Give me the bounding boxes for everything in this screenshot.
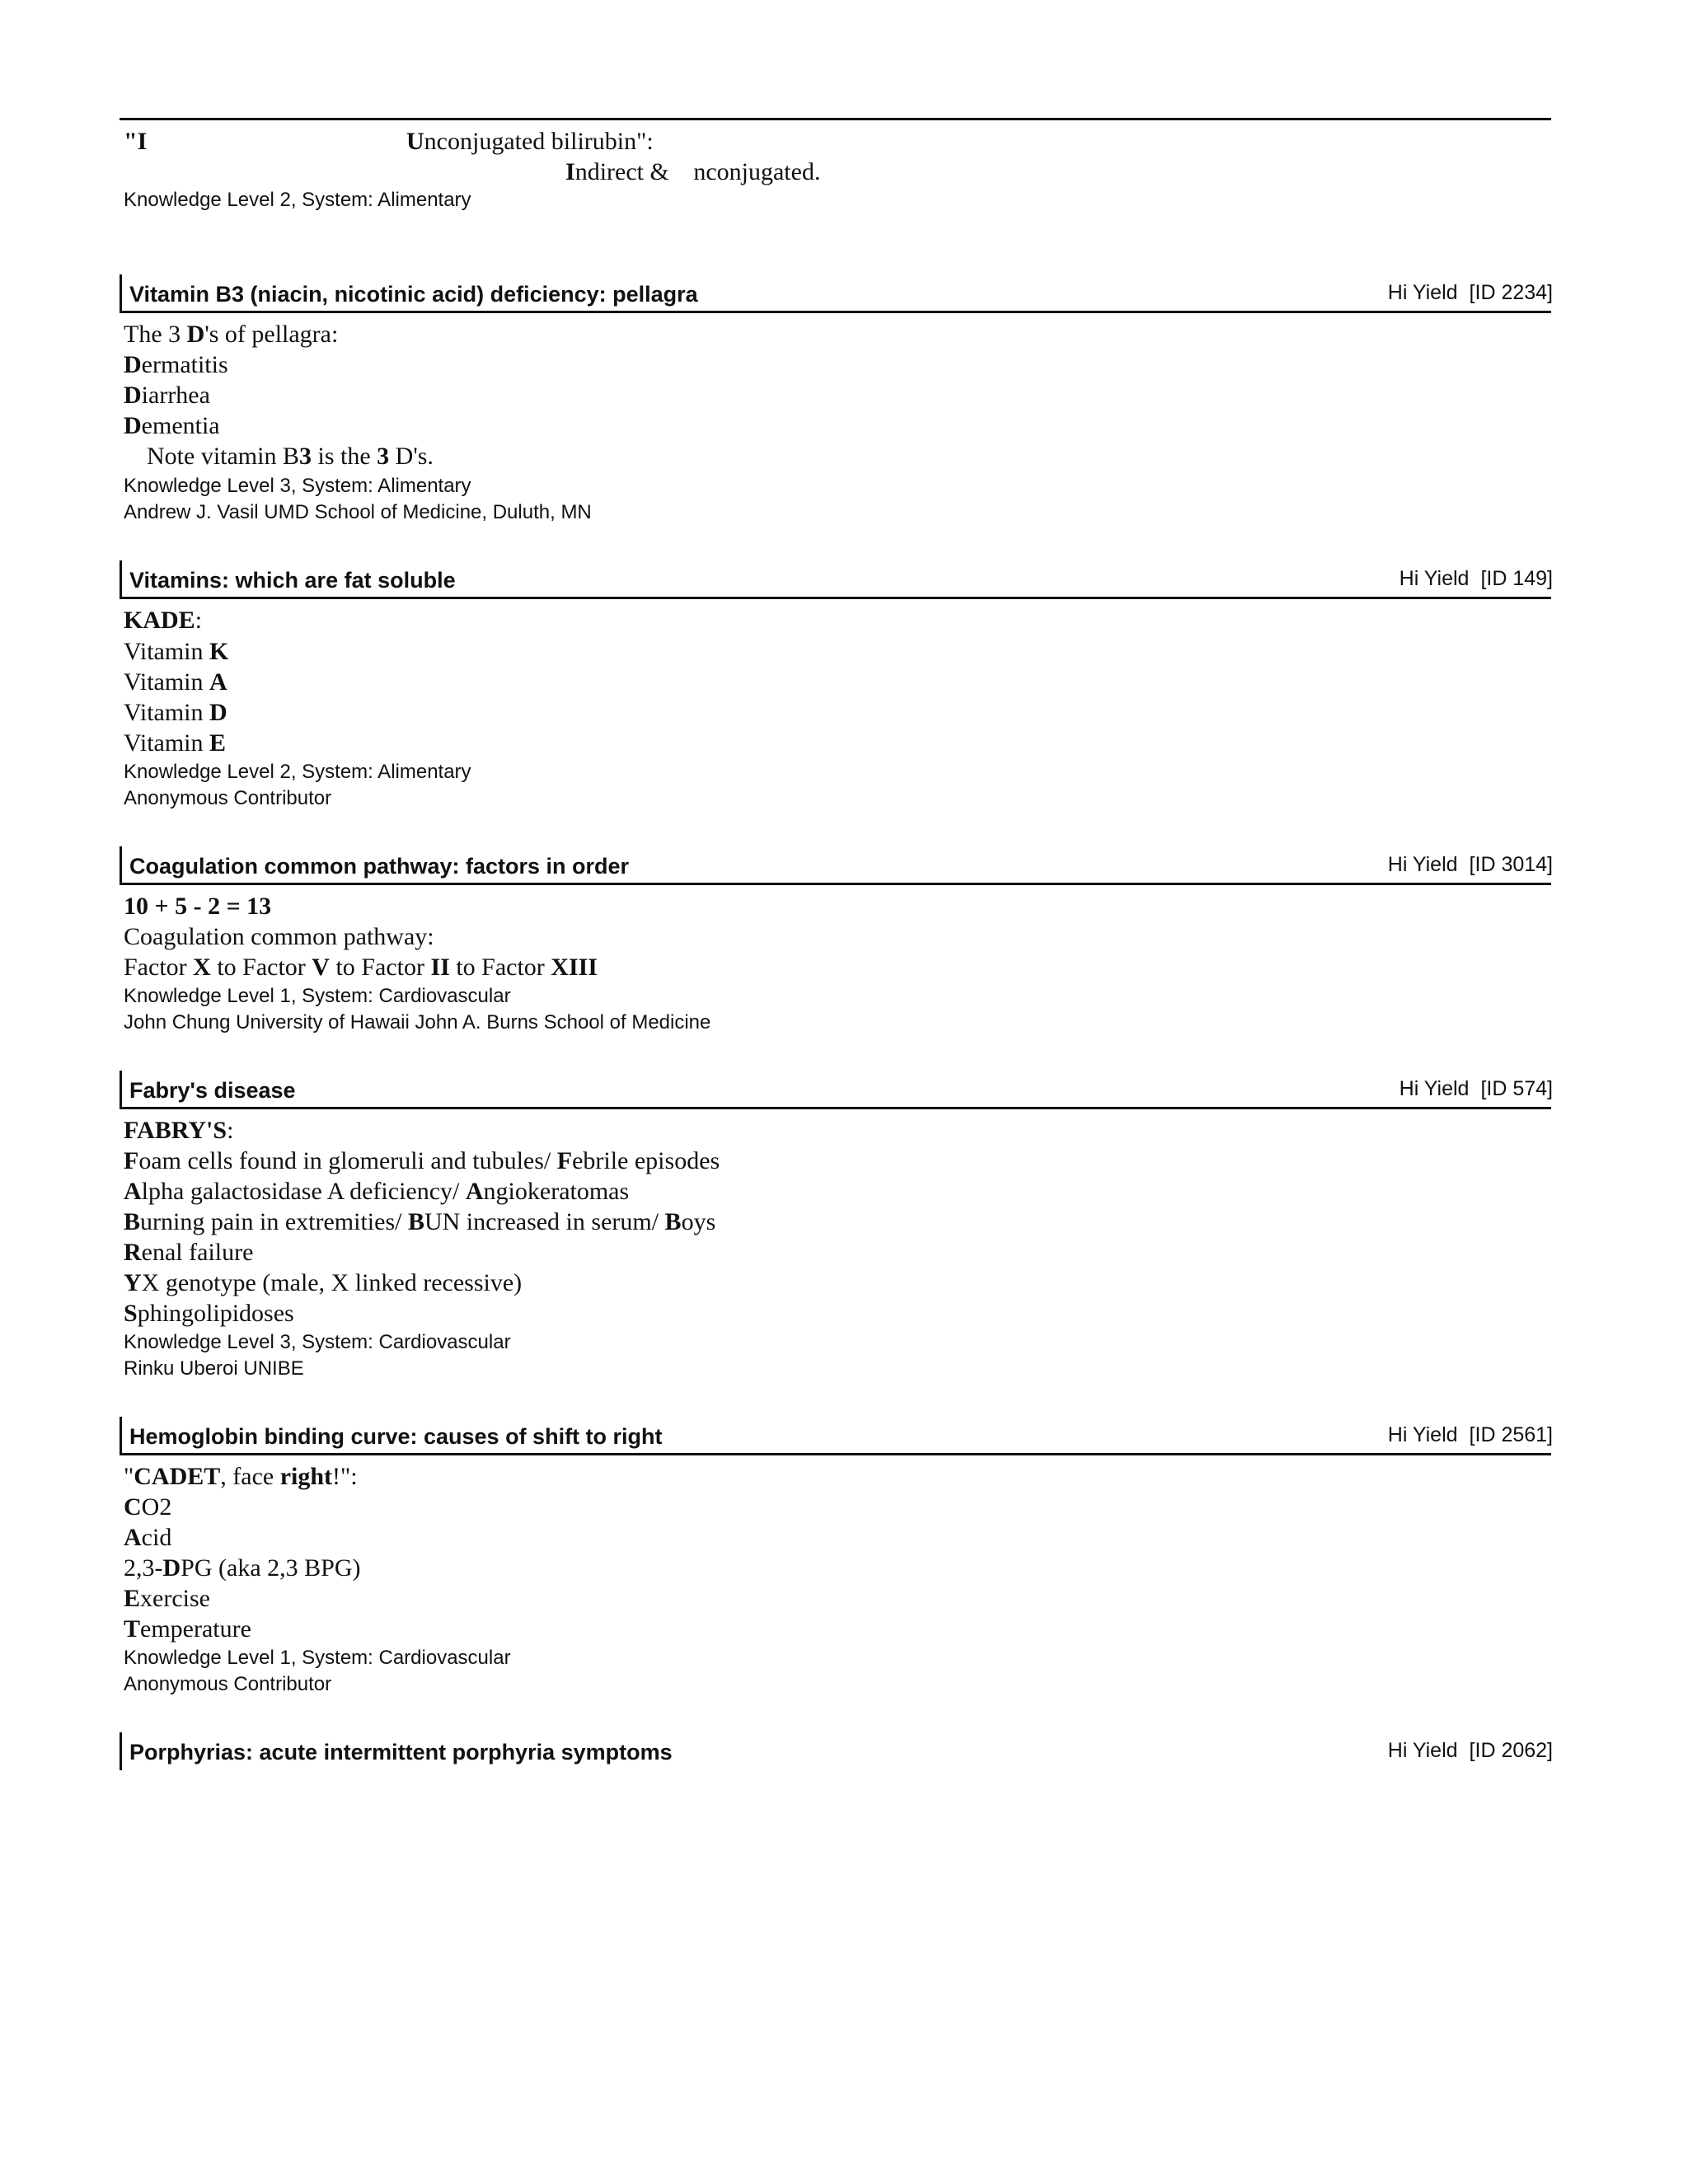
pellagra-intro: The 3 D's of pellagra: xyxy=(124,321,339,348)
fabry-item: Renal failure xyxy=(124,1239,254,1266)
cadet-item: 2,3-DPG (aka 2,3 BPG) xyxy=(124,1554,361,1582)
fabry-item: Alpha galactosidase A deficiency/ Angiokeratomas xyxy=(124,1178,630,1205)
top-mnemonic-line2: Indirect & nconjugated. xyxy=(565,158,821,185)
pellagra-contributor: Andrew J. Vasil UMD School of Medicine, Duluth, MN xyxy=(124,501,592,523)
entry-porphyria-bar xyxy=(120,1732,122,1770)
fabry-item: YX genotype (male, X linked recessive) xyxy=(124,1269,523,1296)
entry-pellagra-rule xyxy=(120,311,1551,313)
entry-id: [ID 2561] xyxy=(1469,1423,1553,1446)
top-mnemonic-line1-right: Unconjugated bilirubin": xyxy=(406,128,654,155)
pellagra-item: Diarrhea xyxy=(124,382,210,409)
coag-line2: Coagulation common pathway: xyxy=(124,923,434,950)
cadet-contributor: Anonymous Contributor xyxy=(124,1673,332,1695)
entry-fabry-title: Fabry's disease xyxy=(129,1078,296,1103)
hi-yield-label: Hi Yield xyxy=(1399,1077,1470,1100)
entry-pellagra-title: Vitamin B3 (niacin, nicotinic acid) deficiency: pellagra xyxy=(129,282,698,307)
kade-item: Vitamin D xyxy=(124,699,227,726)
fabry-item: Burning pain in extremities/ BUN increased in serum/ Boys xyxy=(124,1208,716,1235)
pellagra-item: Dementia xyxy=(124,412,220,439)
entry-vitamins-bar xyxy=(120,560,122,598)
entry-id: [ID 3014] xyxy=(1469,853,1553,876)
entry-vitamins-meta xyxy=(1400,567,1553,591)
entry-hemoglobin-rule xyxy=(120,1453,1551,1455)
cadet-item: Exercise xyxy=(124,1585,210,1612)
entry-pellagra-bar xyxy=(120,274,122,312)
entry-porphyria-title: Porphyrias: acute intermittent porphyria symptoms xyxy=(129,1740,673,1765)
kade-head: KADE: xyxy=(124,607,203,634)
vitamins-knowledge-level: Knowledge Level 2, System: Alimentary xyxy=(124,761,471,783)
cadet-knowledge-level: Knowledge Level 1, System: Cardiovascular xyxy=(124,1647,511,1669)
kade-item: Vitamin E xyxy=(124,729,227,757)
entry-vitamins-title: Vitamins: which are fat soluble xyxy=(129,568,456,593)
entry-fabry-rule xyxy=(120,1107,1551,1109)
top-mnemonic-start: "I xyxy=(124,128,148,155)
cadet-head: "CADET, face right!": xyxy=(124,1463,358,1490)
entry-pellagra-meta xyxy=(1388,281,1553,305)
pellagra-knowledge-level: Knowledge Level 3, System: Alimentary xyxy=(124,475,471,497)
fabry-knowledge-level: Knowledge Level 3, System: Cardiovascular xyxy=(124,1331,511,1353)
kade-item: Vitamin A xyxy=(124,668,227,696)
entry-id: [ID 2062] xyxy=(1469,1739,1553,1762)
cadet-item: Acid xyxy=(124,1524,172,1551)
pellagra-item: Dermatitis xyxy=(124,351,228,378)
cadet-item: CO2 xyxy=(124,1493,172,1521)
top-mnemonic-line1 xyxy=(124,129,147,154)
entry-coag-meta xyxy=(1388,853,1553,877)
coag-equation: 10 + 5 - 2 = 13 xyxy=(124,893,272,920)
top-rule xyxy=(120,118,1551,120)
kade-item: Vitamin K xyxy=(124,638,229,665)
vitamins-contributor: Anonymous Contributor xyxy=(124,787,332,809)
hi-yield-label: Hi Yield xyxy=(1387,853,1458,876)
hi-yield-label: Hi Yield xyxy=(1399,567,1470,590)
entry-hemoglobin-title: Hemoglobin binding curve: causes of shift to right xyxy=(129,1424,663,1449)
hi-yield-label: Hi Yield xyxy=(1387,1739,1458,1762)
top-knowledge-level: Knowledge Level 2, System: Alimentary xyxy=(124,189,471,211)
entry-coag-bar xyxy=(120,846,122,884)
hi-yield-label: Hi Yield xyxy=(1387,281,1458,304)
entry-porphyria-meta xyxy=(1388,1739,1553,1763)
entry-hemoglobin-bar xyxy=(120,1417,122,1455)
entry-id: [ID 149] xyxy=(1480,567,1553,590)
coag-contributor: John Chung University of Hawaii John A. Burns School of Medicine xyxy=(124,1011,711,1033)
fabry-item: Foam cells found in glomeruli and tubules/ Febrile episodes xyxy=(124,1147,720,1174)
fabry-contributor: Rinku Uberoi UNIBE xyxy=(124,1357,304,1380)
entry-id: [ID 574] xyxy=(1480,1077,1553,1100)
entry-id: [ID 2234] xyxy=(1469,281,1553,304)
fabry-head: FABRY'S: xyxy=(124,1117,234,1144)
entry-coag-rule xyxy=(120,883,1551,885)
coag-knowledge-level: Knowledge Level 1, System: Cardiovascular xyxy=(124,985,511,1007)
hi-yield-label: Hi Yield xyxy=(1387,1423,1458,1446)
entry-fabry-meta xyxy=(1400,1077,1553,1101)
entry-fabry-bar xyxy=(120,1071,122,1108)
pellagra-note: Note vitamin B3 is the 3 D's. xyxy=(147,443,434,470)
fabry-item: Sphingolipidoses xyxy=(124,1300,294,1327)
cadet-item: Temperature xyxy=(124,1615,251,1643)
entry-hemoglobin-meta xyxy=(1388,1423,1553,1447)
entry-coag-title: Coagulation common pathway: factors in order xyxy=(129,854,630,879)
coag-factors: Factor X to Factor V to Factor II to Factor XIII xyxy=(124,954,598,981)
entry-vitamins-rule xyxy=(120,597,1551,599)
